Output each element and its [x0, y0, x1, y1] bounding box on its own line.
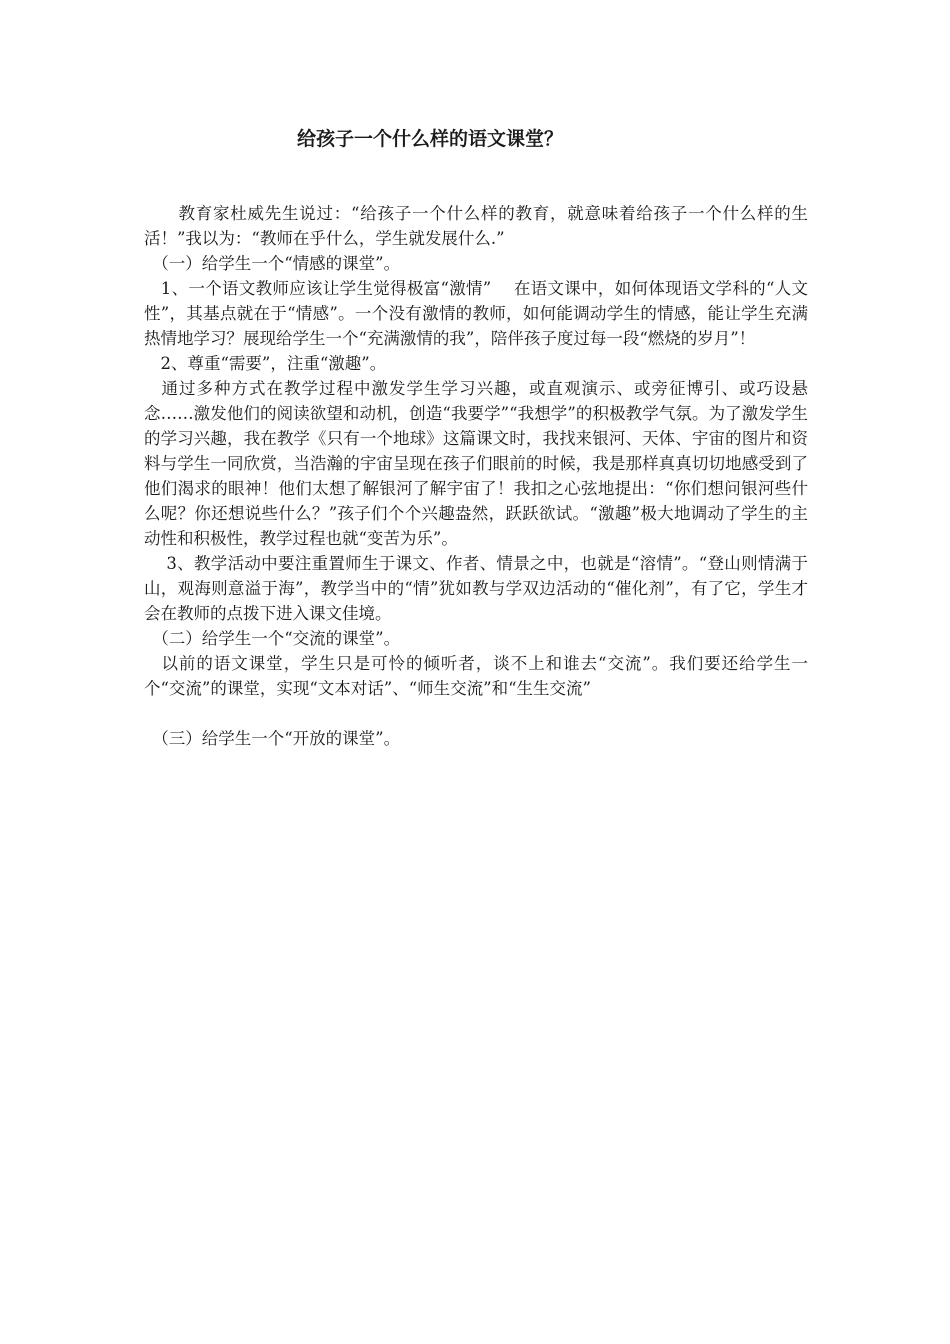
paragraph-exchange: 以前的语文课堂，学生只是可怜的倾听者，谈不上和谁去“交流”。我们要还给学生一个“交流”的课堂，实现“文本对话”、“师生交流”和“生生交流”: [144, 654, 808, 698]
subheading-needs: 2、尊重“需要”，注重“激趣”。: [144, 354, 387, 373]
paragraph-emotion: 3、教学活动中要注重置师生于课文、作者、情景之中，也就是“溶情”。“登山则情满于山，观海则意溢于海”，教学当中的“情”犹如教与学双边活动的“催化剂”，有了它，学生才会在教师的点拨下进入课文佳境。: [144, 554, 808, 623]
paragraph-interest: 通过多种方式在教学过程中激发学生学习兴趣，或直观演示、或旁征博引、或巧设悬念……激发他们的阅读欲望和动机，创造“我要学”“我想学”的积极教学气氛。为了激发学生的学习兴趣，我在教学《只有一个地球》这篇课文时，我找来银河、天体、宇宙的图片和资料与学生一同欣赏，当浩瀚的宇宙呈现在孩子们眼前的时候，我是那样真真切切地感受到了他们渴求的眼神！他们太想了解银河了解宇宙了！我扣之心弦地提出：“你们想问银河些什么呢？你还想说些什么？”孩子们个个兴趣盎然，跃跃欲试。“激趣”极大地调动了学生的主动性和积极性，教学过程也就“变苦为乐”。: [144, 379, 808, 548]
paragraph-passion: 1、一个语文教师应该让学生觉得极富“激情” 在语文课中，如何体现语文学科的“人文性”，其基点就在于“情感”。一个没有激情的教师，如何能调动学生的情感，能让学生充满热情地学习？展现给学生一个“充满激情的我”，陪伴孩子度过每一段“燃烧的岁月”！: [144, 279, 808, 348]
section-heading-3: （三）给学生一个“开放的课堂”。: [144, 729, 401, 748]
blank-line: [144, 701, 808, 726]
section-heading-1: （一）给学生一个“情感的课堂”。: [144, 254, 401, 273]
paragraph-intro: 教育家杜威先生说过：“给孩子一个什么样的教育，就意味着给孩子一个什么样的生活！”我以为：“教师在乎什么，学生就发展什么.”: [144, 204, 808, 248]
section-heading-2: （二）给学生一个“交流的课堂”。: [144, 629, 401, 648]
document-title: 给孩子一个什么样的语文课堂？: [296, 128, 563, 150]
document-body: [144, 201, 808, 751]
